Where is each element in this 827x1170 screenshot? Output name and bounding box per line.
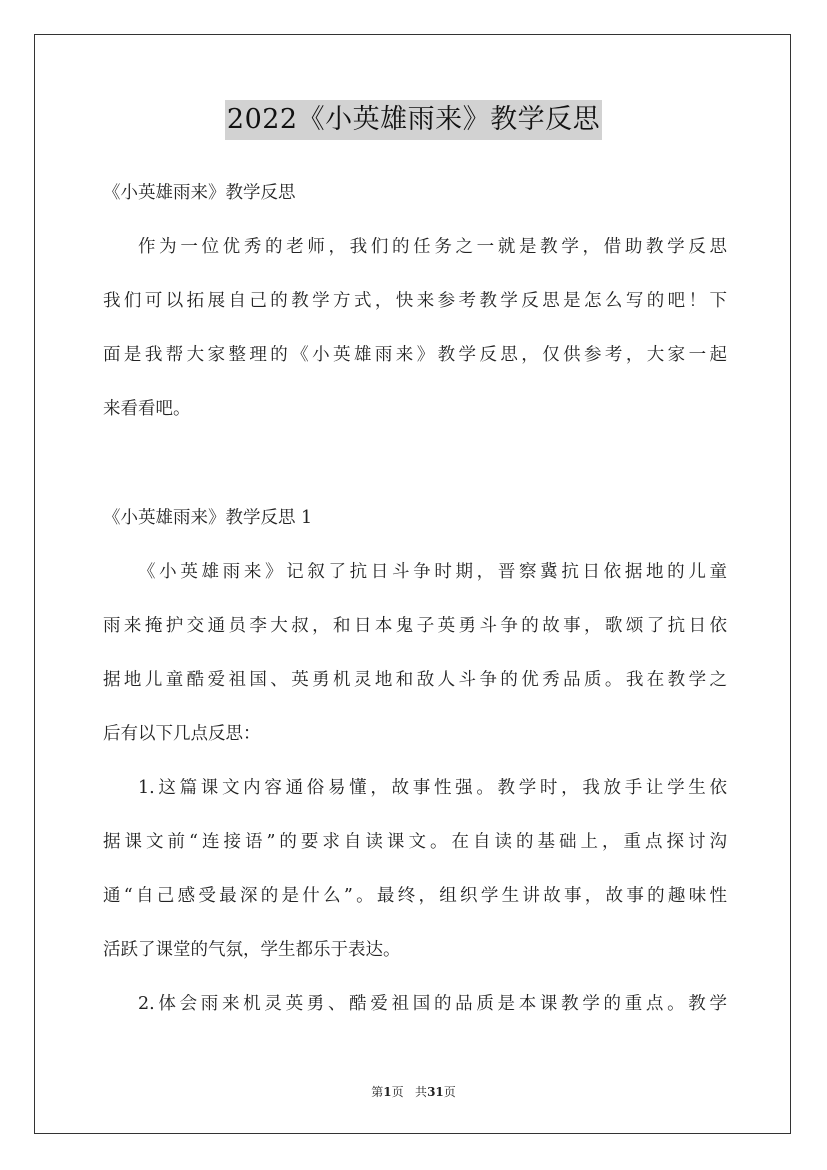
page-prefix: 第 bbox=[371, 1085, 384, 1099]
p1-line-4: 后有以下几点反思： bbox=[103, 724, 261, 744]
p2-line-3: 通“自己感受最深的是什么”。最终，组织学生讲故事，故事的趣味性 bbox=[103, 886, 727, 906]
p1-line-2: 雨来掩护交通员李大叔，和日本鬼子英勇斗争的故事，歌颂了抗日依 bbox=[103, 616, 727, 636]
p2-line-1: 1.这篇课文内容通俗易懂，故事性强。教学时，我放手让学生依 bbox=[138, 778, 727, 798]
p1-line-3: 据地儿童酷爱祖国、英勇机灵地和敌人斗争的优秀品质。我在教学之 bbox=[103, 670, 727, 690]
section-heading-1: 《小英雄雨来》教学反思 1 bbox=[103, 508, 313, 528]
p1-line-1: 《小英雄雨来》记叙了抗日斗争时期，晋察冀抗日依据地的儿童 bbox=[138, 562, 727, 582]
p2-line-2: 据课文前“连接语”的要求自读课文。在自读的基础上，重点探讨沟 bbox=[103, 832, 727, 852]
section-gap bbox=[103, 446, 727, 501]
intro-heading: 《小英雄雨来》教学反思 bbox=[103, 183, 296, 203]
document-body bbox=[103, 176, 727, 1041]
p2-line-4: 活跃了课堂的气氛，学生都乐于表达。 bbox=[103, 940, 401, 960]
page-current: 1 bbox=[383, 1085, 392, 1099]
total-prefix: 共 bbox=[415, 1085, 428, 1099]
page-total: 31 bbox=[427, 1085, 444, 1099]
p3-line-1: 2.体会雨来机灵英勇、酷爱祖国的品质是本课教学的重点。教学 bbox=[138, 994, 727, 1014]
intro-line-1: 作为一位优秀的老师，我们的任务之一就是教学，借助教学反思 bbox=[138, 237, 727, 257]
page-footer bbox=[0, 1083, 827, 1100]
page-title: 2022《小英雄雨来》教学反思 bbox=[225, 100, 602, 140]
total-suffix: 页 bbox=[443, 1085, 456, 1099]
title-wrap bbox=[0, 100, 827, 140]
intro-line-3: 面是我帮大家整理的《小英雄雨来》教学反思，仅供参考，大家一起 bbox=[103, 345, 727, 365]
intro-line-2: 我们可以拓展自己的教学方式，快来参考教学反思是怎么写的吧！下 bbox=[103, 291, 727, 311]
intro-line-4: 来看看吧。 bbox=[103, 399, 191, 419]
page-suffix: 页 bbox=[391, 1085, 404, 1099]
